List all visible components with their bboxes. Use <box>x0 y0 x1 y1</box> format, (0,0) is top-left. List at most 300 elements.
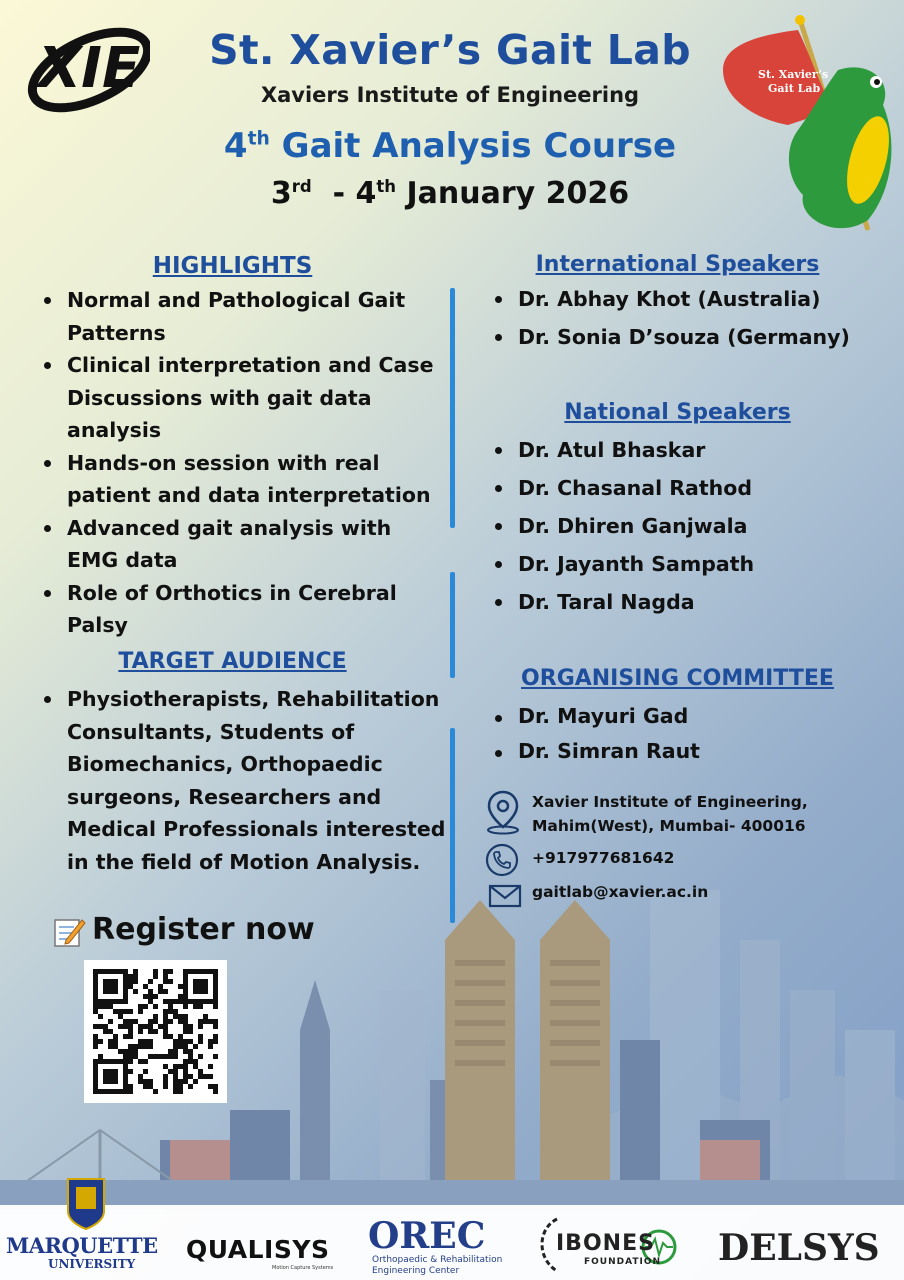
qr-module <box>128 1009 133 1014</box>
qr-module <box>148 979 153 984</box>
qr-module <box>198 1054 203 1059</box>
qr-module <box>123 1009 128 1014</box>
qr-module <box>148 999 153 1004</box>
qr-module <box>183 1004 188 1009</box>
qr-module <box>118 1089 123 1094</box>
qr-module <box>133 1049 138 1054</box>
phone-number[interactable]: +917977681642 <box>532 849 675 867</box>
qr-module <box>178 1039 183 1044</box>
qr-module <box>203 1019 208 1024</box>
qr-module <box>118 1009 123 1014</box>
qr-module <box>123 1064 128 1069</box>
marquette-logo-text: MARQUETTE <box>6 1233 158 1258</box>
qr-module <box>93 969 98 974</box>
qr-module <box>143 994 148 999</box>
list-item: Dr. Mayuri Gad <box>493 699 893 734</box>
qr-module <box>213 1084 218 1089</box>
qr-module <box>103 1069 108 1074</box>
qr-module <box>178 1019 183 1024</box>
list-item: Dr. Atul Bhaskar <box>493 431 893 469</box>
list-item: Normal and Pathological Gait Patterns <box>42 284 442 349</box>
qr-module <box>178 1064 183 1069</box>
qr-module <box>128 1044 133 1049</box>
qr-module <box>98 1024 103 1029</box>
qr-module <box>103 1074 108 1079</box>
qr-module <box>143 1059 148 1064</box>
qr-module <box>198 989 203 994</box>
qr-module <box>133 1044 138 1049</box>
registration-qr-code[interactable] <box>84 960 227 1103</box>
address-line-1: Xavier Institute of Engineering, <box>532 793 808 811</box>
orec-logo-subtext-2: Engineering Center <box>372 1266 460 1276</box>
qr-module <box>178 1084 183 1089</box>
ibones-logo-subtext: FOUNDATION <box>584 1257 662 1267</box>
qr-module <box>193 1044 198 1049</box>
course-date: 3rd - 4th January 2026 <box>270 176 630 211</box>
qr-module <box>143 1079 148 1084</box>
qr-module <box>213 1034 218 1039</box>
qr-module <box>163 1084 168 1089</box>
qr-module <box>118 999 123 1004</box>
qr-module <box>178 984 183 989</box>
qr-module <box>183 1079 188 1084</box>
qr-module <box>203 969 208 974</box>
qr-module <box>93 1004 98 1009</box>
list-item: Hands-on session with real patient and data interpretation <box>42 447 442 512</box>
qr-module <box>93 1044 98 1049</box>
qr-module <box>213 999 218 1004</box>
qr-module <box>163 979 168 984</box>
audience-list <box>42 683 447 878</box>
qr-module <box>143 984 148 989</box>
qr-module <box>198 1039 203 1044</box>
qr-module <box>183 1074 188 1079</box>
qr-module <box>118 1024 123 1029</box>
qr-module <box>118 1049 123 1054</box>
qr-module <box>153 1029 158 1034</box>
qr-module <box>98 969 103 974</box>
qr-module <box>183 1039 188 1044</box>
qr-module <box>128 1054 133 1059</box>
qr-module <box>93 994 98 999</box>
qr-module <box>188 1039 193 1044</box>
qr-module <box>143 1039 148 1044</box>
qr-module <box>123 1019 128 1024</box>
qr-module <box>188 1024 193 1029</box>
qr-module <box>153 1089 158 1094</box>
qr-module <box>158 989 163 994</box>
highlights-heading: HIGHLIGHTS <box>152 253 313 279</box>
qr-module <box>98 1014 103 1019</box>
qr-module <box>163 1024 168 1029</box>
email-icon <box>488 883 522 909</box>
qr-module <box>168 979 173 984</box>
ibones-logo-text: IBONES <box>556 1231 655 1256</box>
qr-module <box>213 1019 218 1024</box>
qr-module <box>183 974 188 979</box>
qr-module <box>183 1069 188 1074</box>
qr-module <box>213 1004 218 1009</box>
qr-module <box>183 1014 188 1019</box>
qr-module <box>203 999 208 1004</box>
qr-module <box>213 969 218 974</box>
qr-module <box>103 1059 108 1064</box>
qr-module <box>153 969 158 974</box>
qr-module <box>98 1059 103 1064</box>
qr-module <box>193 1079 198 1084</box>
qr-module <box>163 1019 168 1024</box>
xie-logo <box>20 15 150 115</box>
qr-module <box>153 994 158 999</box>
qr-module <box>163 1014 168 1019</box>
qr-module <box>93 1074 98 1079</box>
qr-module <box>98 999 103 1004</box>
qr-module <box>158 1024 163 1029</box>
qr-module <box>193 984 198 989</box>
qr-module <box>163 969 168 974</box>
qr-module <box>173 1069 178 1074</box>
qr-module <box>148 1044 153 1049</box>
qr-module <box>123 1034 128 1039</box>
qr-module <box>188 999 193 1004</box>
qr-module <box>113 1089 118 1094</box>
qr-module <box>108 989 113 994</box>
page-title: St. Xavier’s Gait Lab <box>209 26 691 74</box>
qr-module <box>108 1059 113 1064</box>
qr-module <box>108 984 113 989</box>
qr-module <box>138 1044 143 1049</box>
qr-module <box>138 1029 143 1034</box>
qr-module <box>123 984 128 989</box>
national-list <box>493 431 893 621</box>
qr-module <box>128 1034 133 1039</box>
qr-module <box>143 1004 148 1009</box>
qr-module <box>93 1084 98 1089</box>
qr-module <box>183 1049 188 1054</box>
qr-module <box>148 1024 153 1029</box>
qualisys-logo-subtext: Motion Capture Systems <box>272 1265 334 1271</box>
course-title: 4th Gait Analysis Course <box>223 126 677 166</box>
list-item: Dr. Taral Nagda <box>493 583 893 621</box>
qr-module <box>198 1074 203 1079</box>
qr-module <box>108 1029 113 1034</box>
qr-module <box>183 1059 188 1064</box>
qr-module <box>213 979 218 984</box>
qr-module <box>198 984 203 989</box>
qr-module <box>113 1034 118 1039</box>
qr-module <box>148 1079 153 1084</box>
qr-module <box>193 969 198 974</box>
lab-logo-line2: Gait Lab <box>768 82 821 95</box>
qr-module <box>203 1014 208 1019</box>
list-item: Clinical interpretation and Case Discussions with gait data analysis <box>42 349 442 447</box>
qualisys-logo-text: QUALISYS <box>186 1235 330 1264</box>
highlights-list <box>42 284 442 642</box>
qr-module <box>113 969 118 974</box>
qr-module <box>168 1049 173 1054</box>
qr-module <box>123 969 128 974</box>
qr-module <box>148 1084 153 1089</box>
qr-module <box>163 1009 168 1014</box>
qr-module <box>153 1014 158 1019</box>
qr-module <box>103 1029 108 1034</box>
memo-icon <box>52 914 86 948</box>
qr-module <box>123 974 128 979</box>
qr-module <box>123 1054 128 1059</box>
qr-module <box>138 1074 143 1079</box>
qr-module <box>188 969 193 974</box>
list-item: Dr. Dhiren Ganjwala <box>493 507 893 545</box>
list-item: Dr. Abhay Khot (Australia) <box>493 280 893 318</box>
qr-module <box>173 1084 178 1089</box>
qr-module <box>133 974 138 979</box>
qr-module <box>103 999 108 1004</box>
qr-module <box>208 1044 213 1049</box>
qr-module <box>178 999 183 1004</box>
qr-module <box>143 1024 148 1029</box>
qr-module <box>98 1089 103 1094</box>
qr-module <box>93 999 98 1004</box>
qr-module <box>108 1089 113 1094</box>
address <box>532 790 808 838</box>
qr-module <box>198 979 203 984</box>
institute-name: Xaviers Institute of Engineering <box>260 83 640 107</box>
qr-module <box>98 1004 103 1009</box>
qr-module <box>188 1054 193 1059</box>
qr-module <box>168 969 173 974</box>
qr-module <box>148 1054 153 1059</box>
qr-module <box>123 1059 128 1064</box>
qr-module <box>183 1064 188 1069</box>
qr-module <box>208 1074 213 1079</box>
qr-module <box>128 1089 133 1094</box>
orec-logo-text: OREC <box>368 1215 486 1257</box>
qr-module <box>198 1034 203 1039</box>
qr-module <box>213 1024 218 1029</box>
qr-module <box>193 989 198 994</box>
qr-module <box>108 1044 113 1049</box>
qr-module <box>153 974 158 979</box>
qr-module <box>103 969 108 974</box>
qr-module <box>123 1024 128 1029</box>
qr-module <box>143 1044 148 1049</box>
marquette-crest-icon <box>66 1177 106 1231</box>
qr-module <box>93 1064 98 1069</box>
qr-module <box>198 1019 203 1024</box>
qr-module <box>213 1039 218 1044</box>
qr-module <box>108 1074 113 1079</box>
lab-logo-line1: St. Xavier’s <box>758 68 829 81</box>
list-item: Physiotherapists, Rehabilitation Consultants, Students of Biomechanics, Orthopaedic surgeons, Researchers and Medical Professionals interested in the field of Motion Analysis. <box>42 683 447 878</box>
sponsor-logos-strip <box>0 1205 904 1280</box>
qr-module <box>123 979 128 984</box>
list-item: Dr. Sonia D’souza (Germany) <box>493 318 893 356</box>
qr-module <box>203 989 208 994</box>
qr-module <box>183 1019 188 1024</box>
qr-module <box>173 1079 178 1084</box>
qr-module <box>198 1024 203 1029</box>
qr-module <box>168 1004 173 1009</box>
qr-module <box>163 1029 168 1034</box>
national-heading: National Speakers <box>564 400 791 425</box>
qr-module <box>148 994 153 999</box>
qr-module <box>103 1089 108 1094</box>
qr-module <box>113 1009 118 1014</box>
location-pin-icon <box>484 789 522 835</box>
qr-module <box>153 1054 158 1059</box>
qr-module <box>158 984 163 989</box>
qr-module <box>123 994 128 999</box>
qr-module <box>213 974 218 979</box>
qr-module <box>213 1054 218 1059</box>
qr-module <box>103 979 108 984</box>
qr-module <box>188 1059 193 1064</box>
qr-module <box>168 1019 173 1024</box>
qr-module <box>158 1054 163 1059</box>
qr-module <box>128 1084 133 1089</box>
qr-module <box>123 1084 128 1089</box>
qr-module <box>103 984 108 989</box>
qr-module <box>128 984 133 989</box>
register-now-label[interactable]: Register now <box>92 912 315 947</box>
qr-module <box>153 1019 158 1024</box>
qr-module <box>113 989 118 994</box>
qr-module <box>138 1059 143 1064</box>
qr-module <box>198 999 203 1004</box>
qr-module <box>128 1069 133 1074</box>
qr-module <box>103 1004 108 1009</box>
qr-module <box>168 1054 173 1059</box>
qr-module <box>113 1069 118 1074</box>
qr-module <box>123 999 128 1004</box>
qr-module <box>183 1029 188 1034</box>
qr-module <box>183 994 188 999</box>
qr-module <box>173 1089 178 1094</box>
qr-module <box>213 984 218 989</box>
qr-module <box>128 1049 133 1054</box>
qr-module <box>93 1034 98 1039</box>
qr-module <box>133 979 138 984</box>
qr-module <box>183 984 188 989</box>
qr-module <box>133 989 138 994</box>
qr-module <box>123 1049 128 1054</box>
qr-module <box>198 1069 203 1074</box>
qr-module <box>168 1009 173 1014</box>
qr-module <box>193 999 198 1004</box>
qr-module <box>113 999 118 1004</box>
qr-module <box>148 1039 153 1044</box>
qr-module <box>168 1069 173 1074</box>
qr-module <box>123 989 128 994</box>
qr-module <box>108 1039 113 1044</box>
qr-module <box>183 989 188 994</box>
qr-module <box>123 1079 128 1084</box>
qr-module <box>108 1019 113 1024</box>
qr-module <box>93 974 98 979</box>
qr-module <box>138 1039 143 1044</box>
qr-module <box>128 1024 133 1029</box>
qr-module <box>208 969 213 974</box>
qr-module <box>178 1079 183 1084</box>
qr-module <box>113 1079 118 1084</box>
qr-module <box>128 1019 133 1024</box>
marquette-logo-subtext: UNIVERSITY <box>48 1257 136 1271</box>
qr-module <box>163 974 168 979</box>
qr-module <box>183 1024 188 1029</box>
qr-module <box>118 969 123 974</box>
qr-module <box>128 1029 133 1034</box>
qr-module <box>163 989 168 994</box>
qr-module <box>183 999 188 1004</box>
qr-module <box>108 969 113 974</box>
qr-module <box>193 1059 198 1064</box>
qr-module <box>108 999 113 1004</box>
divider-line-3 <box>450 728 455 923</box>
qr-module <box>93 1009 98 1014</box>
qr-module <box>213 994 218 999</box>
qr-module <box>113 1039 118 1044</box>
qr-module <box>128 974 133 979</box>
qr-module <box>188 1049 193 1054</box>
phone-icon <box>484 842 520 878</box>
qr-module <box>183 979 188 984</box>
qr-module <box>188 1029 193 1034</box>
qr-module <box>173 1054 178 1059</box>
qr-module <box>163 999 168 1004</box>
qr-module <box>128 979 133 984</box>
qr-module <box>123 1069 128 1074</box>
qr-module <box>133 969 138 974</box>
qr-module <box>93 979 98 984</box>
qr-module <box>153 1004 158 1009</box>
qr-module <box>113 1074 118 1079</box>
qr-module <box>193 1064 198 1069</box>
qr-module <box>173 1044 178 1049</box>
qr-module <box>93 1079 98 1084</box>
qr-module <box>178 1044 183 1049</box>
orec-logo-subtext-1: Orthopaedic & Rehabilitation <box>372 1255 503 1265</box>
qr-module <box>93 1089 98 1094</box>
qr-module <box>113 979 118 984</box>
qr-module <box>163 1054 168 1059</box>
qr-module <box>128 1059 133 1064</box>
qr-module <box>173 1014 178 1019</box>
qr-module <box>163 1034 168 1039</box>
qr-module <box>198 969 203 974</box>
qr-module <box>173 1049 178 1054</box>
international-list <box>493 280 893 356</box>
email-address[interactable]: gaitlab@xavier.ac.in <box>532 883 709 901</box>
qr-module <box>93 989 98 994</box>
qr-module <box>193 1004 198 1009</box>
qr-module <box>103 1024 108 1029</box>
qr-module <box>93 1069 98 1074</box>
qr-module <box>188 1074 193 1079</box>
list-item: Dr. Simran Raut <box>493 734 893 769</box>
qr-module <box>133 1019 138 1024</box>
qr-module <box>133 1054 138 1059</box>
qr-module <box>188 1084 193 1089</box>
qr-module <box>123 1089 128 1094</box>
list-item: Advanced gait analysis with EMG data <box>42 512 442 577</box>
qr-module <box>173 1009 178 1014</box>
qr-module <box>193 979 198 984</box>
qr-module <box>173 1064 178 1069</box>
qr-module <box>143 1084 148 1089</box>
qr-module <box>138 1009 143 1014</box>
xie-logo-text: XIE <box>38 36 141 101</box>
qr-module <box>138 1004 143 1009</box>
